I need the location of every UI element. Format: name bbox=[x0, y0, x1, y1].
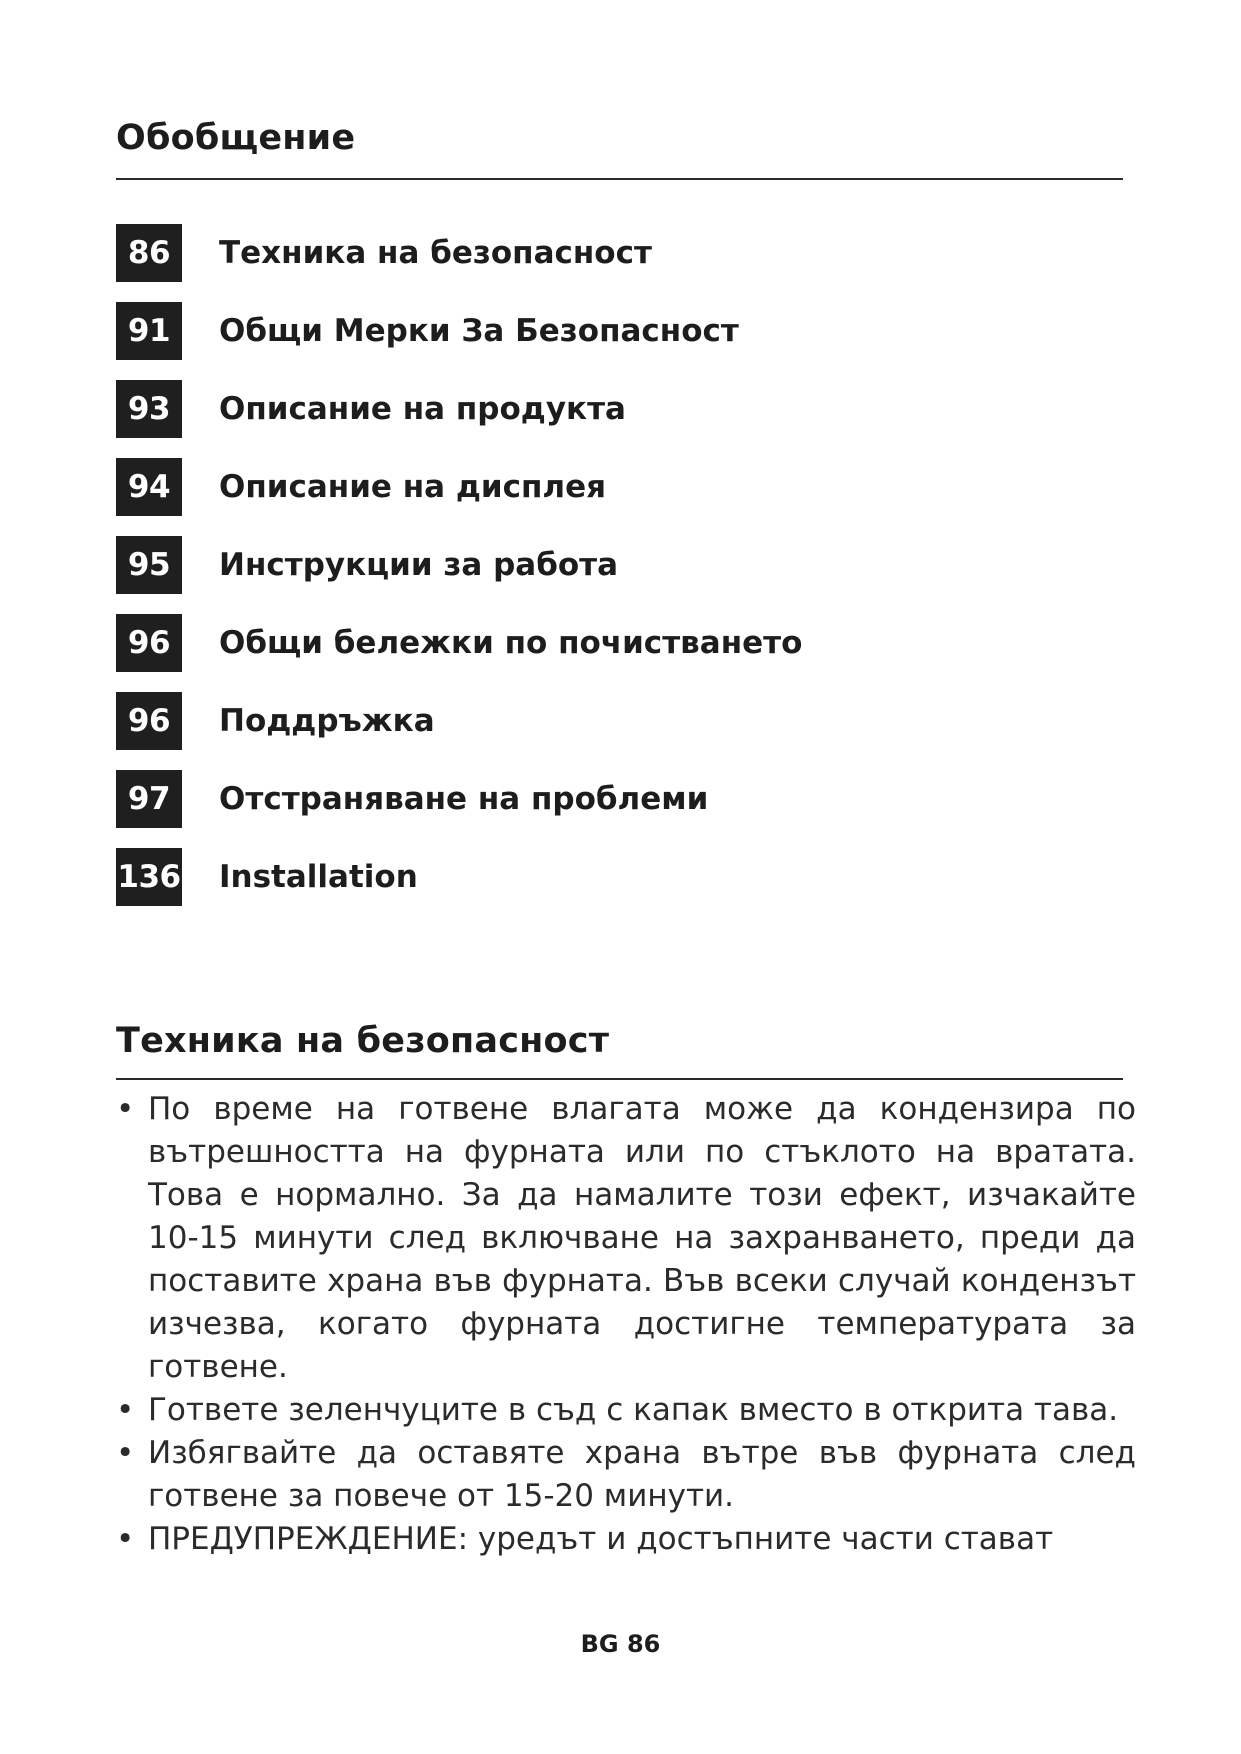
toc-item-label: Инструкции за работа bbox=[219, 547, 619, 583]
toc-page-number: 95 bbox=[116, 536, 182, 594]
safety-section-title: Техника на безопасност bbox=[116, 1021, 610, 1061]
table-of-contents bbox=[116, 224, 802, 926]
list-item bbox=[116, 1432, 1136, 1518]
toc-page-number: 96 bbox=[116, 692, 182, 750]
list-item bbox=[116, 1389, 1136, 1432]
bullet-text: ПРЕДУПРЕЖДЕНИЕ: уредът и достъпните части стават bbox=[148, 1521, 1054, 1557]
safety-bullet-list bbox=[116, 1088, 1136, 1561]
bullet-icon: • bbox=[116, 1435, 135, 1471]
toc-page-number: 93 bbox=[116, 380, 182, 438]
toc-page-number: 97 bbox=[116, 770, 182, 828]
toc-item-label: Описание на продукта bbox=[219, 391, 626, 427]
toc-item-troubleshooting[interactable] bbox=[116, 770, 802, 848]
bullet-icon: • bbox=[116, 1521, 135, 1557]
bullet-text: Избягвайте да оставяте храна вътре във фурната след готвене за повече от 15-20 минути. bbox=[148, 1435, 1136, 1514]
toc-item-label: Поддръжка bbox=[219, 703, 435, 739]
toc-item-label: Общи бележки по почистването bbox=[219, 625, 803, 661]
toc-item-safety-techniques[interactable] bbox=[116, 224, 802, 302]
toc-page-number: 94 bbox=[116, 458, 182, 516]
summary-title: Обобщение bbox=[116, 118, 356, 158]
toc-item-label: Техника на безопасност bbox=[219, 235, 652, 271]
page-footer-number: BG 86 bbox=[580, 1630, 661, 1658]
toc-item-label: Отстраняване на проблеми bbox=[219, 781, 709, 817]
bullet-text: Гответе зеленчуците в съд с капак вместо в открита тава. bbox=[148, 1392, 1119, 1428]
toc-item-label: Общи Мерки За Безопасност bbox=[219, 313, 739, 349]
bullet-text: По време на готвене влагата може да кондензира по вътрешността на фурната или по стъклото на вратата. Това е нормално. За да намалите този ефект, изчакайте 10-15 минути след включване на захранването, преди да поставите храна във фурната. Във всеки случай кондензът изчезва, когато фурната достигне температурата за готвене. bbox=[148, 1091, 1136, 1385]
toc-item-operating-instructions[interactable] bbox=[116, 536, 802, 614]
list-item bbox=[116, 1518, 1136, 1561]
toc-item-label: Описание на дисплея bbox=[219, 469, 607, 505]
safety-divider bbox=[116, 1078, 1123, 1080]
toc-page-number: 136 bbox=[116, 848, 182, 906]
toc-item-cleaning-notes[interactable] bbox=[116, 614, 802, 692]
toc-item-product-description[interactable] bbox=[116, 380, 802, 458]
toc-item-general-safety[interactable] bbox=[116, 302, 802, 380]
toc-page-number: 91 bbox=[116, 302, 182, 360]
list-item bbox=[116, 1088, 1136, 1389]
toc-item-maintenance[interactable] bbox=[116, 692, 802, 770]
toc-item-installation[interactable] bbox=[116, 848, 802, 926]
bullet-icon: • bbox=[116, 1091, 135, 1127]
toc-item-label: Installation bbox=[219, 859, 418, 895]
summary-divider bbox=[116, 178, 1123, 180]
toc-page-number: 96 bbox=[116, 614, 182, 672]
toc-page-number: 86 bbox=[116, 224, 182, 282]
bullet-icon: • bbox=[116, 1392, 135, 1428]
toc-item-display-description[interactable] bbox=[116, 458, 802, 536]
